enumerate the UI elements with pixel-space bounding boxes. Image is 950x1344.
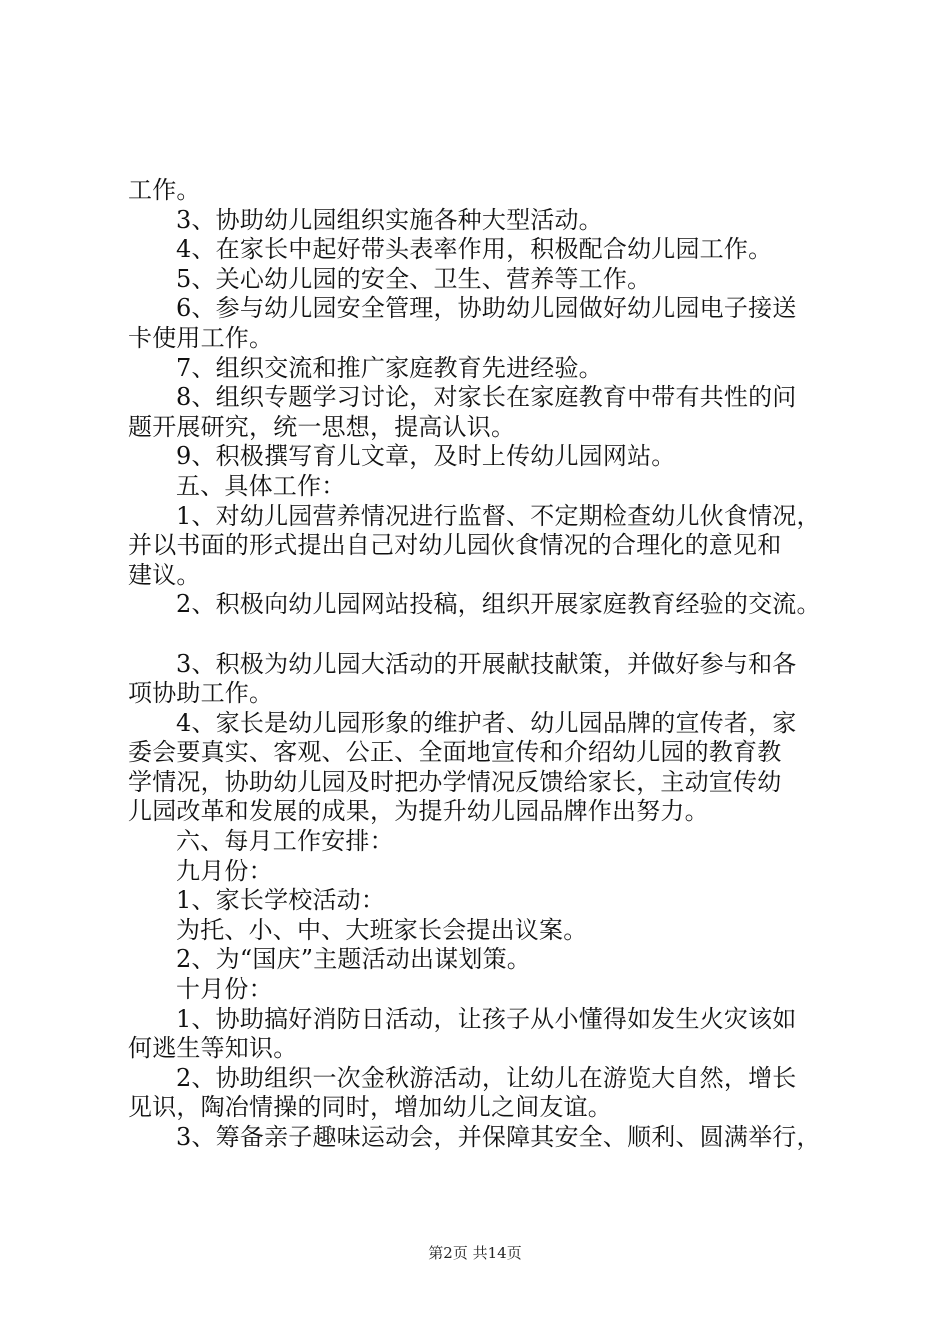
text-line: 2、积极向幼儿园网站投稿，组织开展家庭教育经验的交流。 (176, 590, 821, 619)
text-line: 项协助工作。 (128, 679, 274, 708)
text-line: 为托、小、中、大班家长会提出议案。 (176, 915, 588, 944)
text-line: 5、关心幼儿园的安全、卫生、营养等工作。 (176, 264, 652, 293)
text-line: 8、组织专题学习讨论，对家长在家庭教育中带有共性的问 (176, 383, 797, 412)
text-line: 6、参与幼儿园安全管理，协助幼儿园做好幼儿园电子接送 (176, 294, 797, 323)
text-line: 儿园改革和发展的成果，为提升幼儿园品牌作出努力。 (128, 797, 709, 826)
text-line: 1、家长学校活动： (176, 886, 386, 915)
text-line: 九月份： (176, 856, 273, 885)
text-line: 2、为“国庆”主题活动出谋划策。 (176, 945, 532, 974)
text-line: 7、组织交流和推广家庭教育先进经验。 (176, 353, 603, 382)
text-line: 建议。 (128, 560, 201, 589)
page-footer: 第2页 共14页 (428, 1244, 522, 1262)
text-line: 六、每月工作安排： (176, 827, 394, 856)
text-line: 十月份： (176, 975, 273, 1004)
text-line: 4、在家长中起好带头表率作用，积极配合幼儿园工作。 (176, 235, 773, 264)
text-line: 9、积极撰写育儿文章，及时上传幼儿园网站。 (176, 442, 676, 471)
text-line: 4、家长是幼儿园形象的维护者、幼儿园品牌的宣传者，家 (176, 708, 797, 737)
text-line: 题开展研究，统一思想，提高认识。 (128, 412, 516, 441)
blank-line (128, 620, 848, 650)
text-line: 卡使用工作。 (128, 323, 274, 352)
text-line: 2、协助组织一次金秋游活动，让幼儿在游览大自然，增长 (176, 1063, 797, 1092)
text-line: 委会要真实、客观、公正、全面地宣传和介绍幼儿园的教育教 (128, 738, 782, 767)
text-line: 工作。 (128, 176, 201, 204)
text-line: 见识，陶冶情操的同时，增加幼儿之间友谊。 (128, 1093, 612, 1122)
text-line: 1、对幼儿园营养情况进行监督、不定期检查幼儿伙食情况， (176, 501, 821, 530)
text-line: 3、筹备亲子趣味运动会，并保障其安全、顺利、圆满举行， (176, 1123, 821, 1151)
document-body (128, 176, 848, 1153)
text-line: 1、协助搞好消防日活动，让孩子从小懂得如发生火灾该如 (176, 1004, 797, 1033)
text-line: 五、具体工作： (176, 471, 346, 500)
text-line: 3、积极为幼儿园大活动的开展献技献策，并做好参与和各 (176, 649, 797, 678)
text-line: 学情况，协助幼儿园及时把办学情况反馈给家长，主动宣传幼 (128, 767, 782, 796)
text-line: 并以书面的形式提出自己对幼儿园伙食情况的合理化的意见和 (128, 531, 782, 560)
text-line: 何逃生等知识。 (128, 1034, 298, 1063)
text-line: 3、协助幼儿园组织实施各种大型活动。 (176, 205, 603, 234)
